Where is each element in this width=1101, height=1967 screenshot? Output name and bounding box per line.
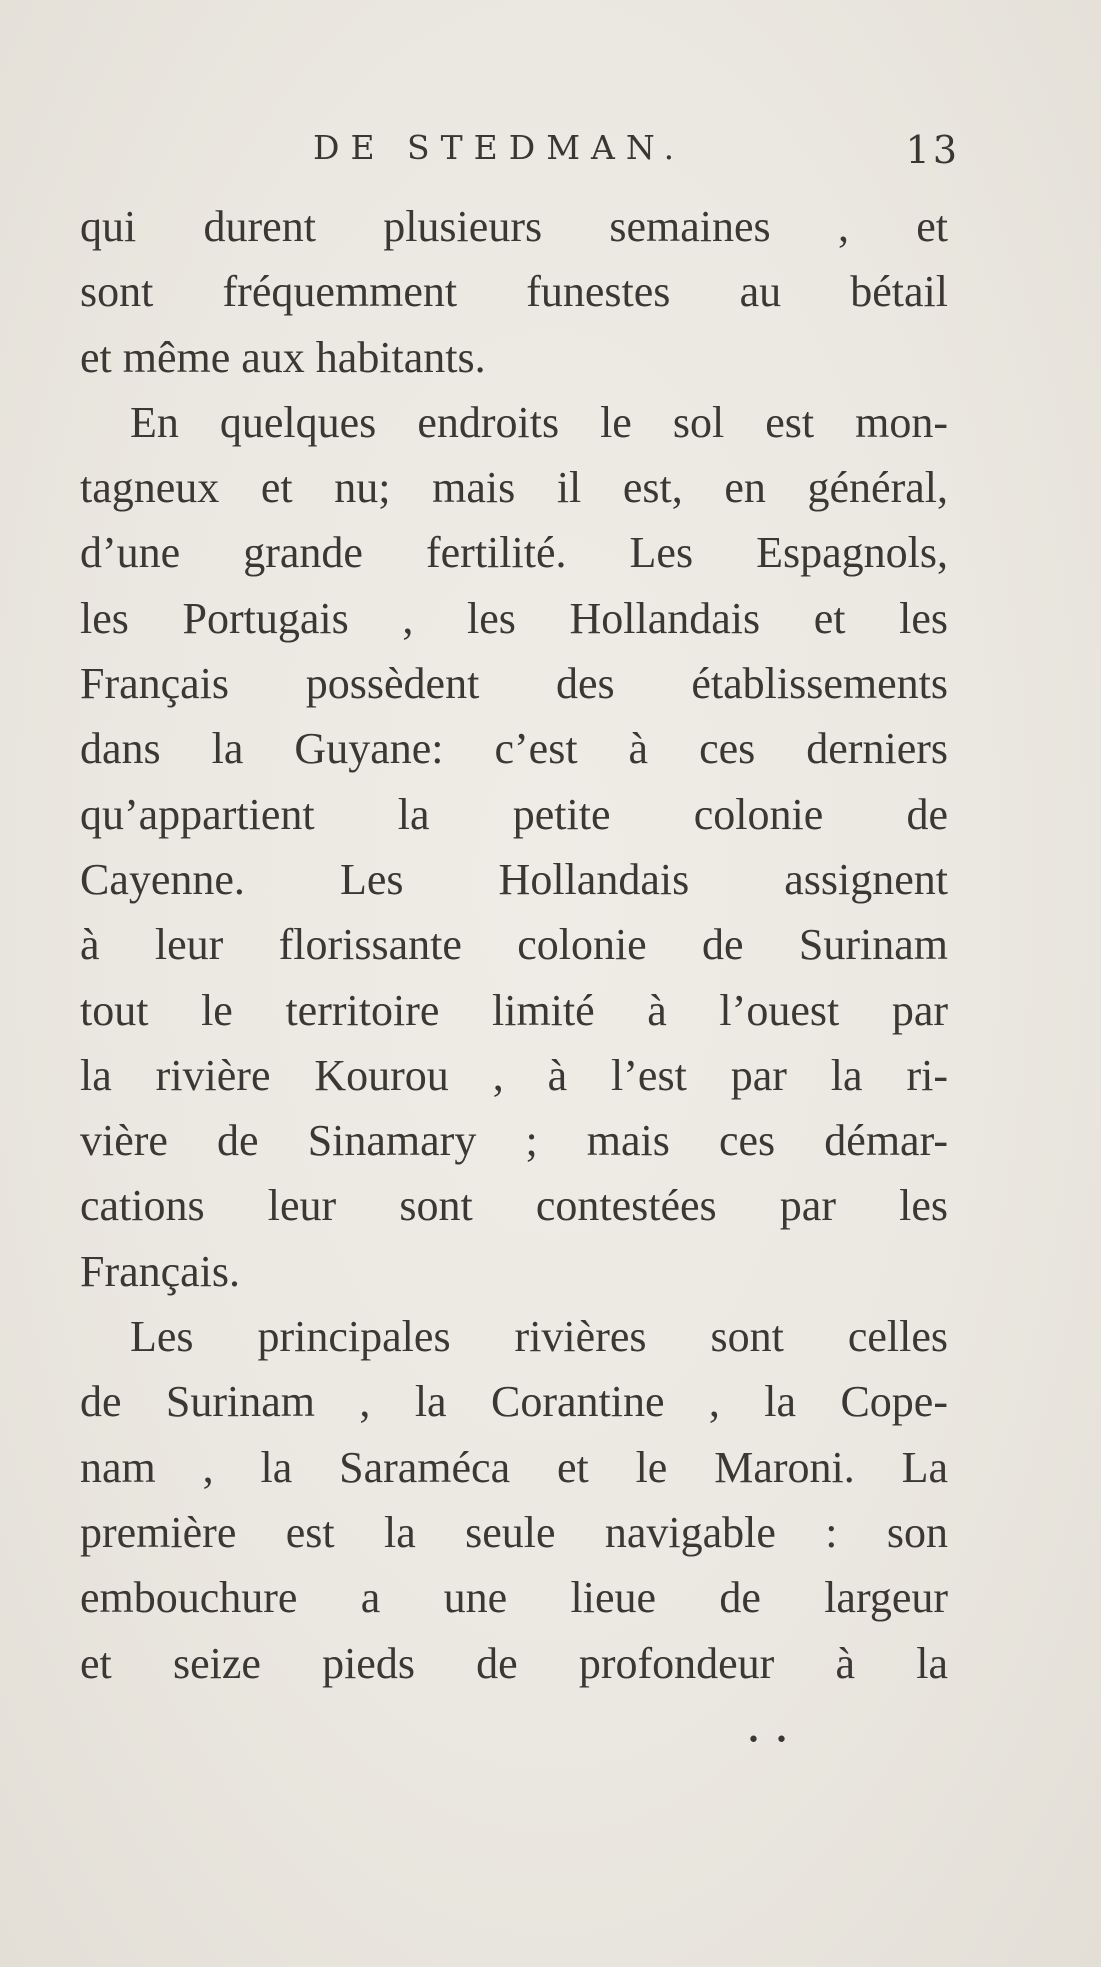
text-line: première est la seule navigable : son [80,1507,948,1557]
text-line: Français possèdent des établissements [80,659,948,709]
page-header [80,128,960,178]
page-number: 13 [905,128,960,172]
text-line: Les principales rivières sont celles [130,1312,948,1362]
text-line: Français. [80,1246,241,1296]
text-line: Cayenne. Les Hollandais assignent [80,854,948,904]
text-line: la rivière Kourou , à l’est par la ri- [80,1050,948,1100]
text-line: les Portugais , les Hollandais et les [80,593,948,643]
text-line: dans la Guyane: c’est à ces derniers [80,724,948,774]
text-line: de Surinam , la Corantine , la Cope- [80,1377,948,1427]
text-line: embouchure a une lieue de largeur [80,1573,948,1623]
text-line: tagneux et nu; mais il est, en général, [80,463,948,513]
text-line: cations leur sont contestées par les [80,1181,948,1231]
text-line: tout le territoire limité à l’ouest par [80,985,948,1035]
text-line: qu’appartient la petite colonie de [80,789,948,839]
text-line: qui durent plusieurs semaines , et [80,202,948,251]
text-line: d’une grande fertilité. Les Espagnols, [80,528,948,578]
body-text [80,194,948,1696]
text-line: vière de Sinamary ; mais ces démar- [80,1116,948,1166]
text-line: nam , la Saraméca et le Maroni. La [80,1442,948,1492]
text-line: à leur florissante colonie de Surinam [80,920,948,970]
running-head: DE STEDMAN. [313,128,686,167]
signature-mark: • • [747,1728,792,1753]
text-line: et seize pieds de profondeur à la [80,1638,948,1688]
text-line: En quelques endroits le sol est mon- [130,397,948,447]
text-line: et même aux habitants. [80,332,486,382]
text-line: sont fréquemment funestes au bétail [80,267,948,317]
